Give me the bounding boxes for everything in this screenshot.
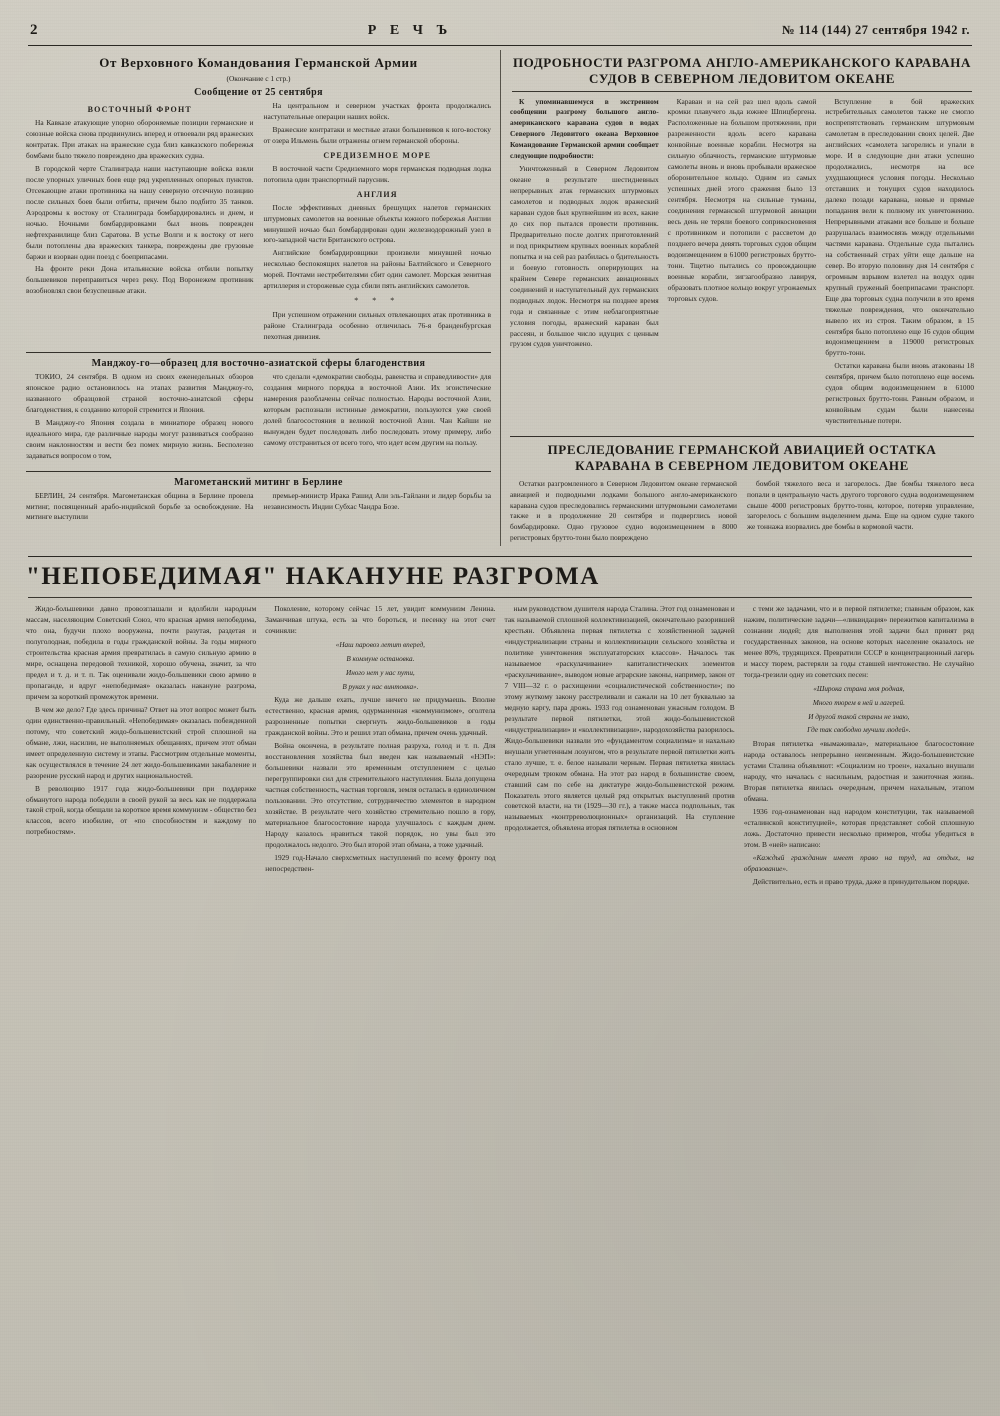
verse-line: В руках у нас винтовка».	[342, 682, 419, 691]
headline-line-1: ПРЕСЛЕДОВАНИЕ ГЕРМАНСКОЙ АВИАЦИЕЙ ОСТАТКА	[547, 442, 937, 458]
paragraph: ным руководством душителя народа Сталина. Этот год ознаменован и так называемой сплошной коллективизацией, окончательно разорившей крестьян. Объявлена первая пятилетка с хозяйственной задачей «индустриализации страны и коллективизации сельского хозяйства и политике уничтожения эксплуататорских классов». Началось так называемое «раскулачивание» капиталистических элементов «раскулачивание», выводом новые аграрские законы, например, закон от 7 VIII—32 г. о расхищении «социалистической собственности»; по этому жуткому закону расстреливали и сажали на 10 лет буквально за медную каргу, пара дрожь. 1933 год ознаменован ужасным голодом. В результате первой пятилетки, этой жидо-большевистской «индустриализации» и «коллективизации», народохозяйства разорилось. Жидо-большевики назвали это «фундаментом социализма» и нахально внушали угнетенным лозунгом, что в результате первой пятилетки жить стало лучше, т. е. белое называли черным. Первая пятилетка явилась очередным трюком обмана. На этот раз народ в большинстве своем, ставший сам по себе на диктатуре жидо-большевистской режим. Показатель этого является целый ряд открытых выступлений против советской власти, на ти (1929—30 гг.), а также масса подпольных, так называемых «контрреволюционных» организаций. На ступление продолжается, объявлена вторая пятилетка в основном	[504, 604, 735, 833]
paragraph: 1929 год-Начало сверхсметных наступлений по всему фронту под непосредствен-	[265, 852, 496, 873]
paragraph: Вступление в бой вражеских истребительных самолетов также не смогло воспрепятствовать германским штурмовым самолетам в преследовании своих целей. Две английских «самолета загорелись и упали в море. И в следующие дни атаки успешно продолжались, несмотря на все ухудшающиеся условия погоды. Несколько отставших и тонущих судов находилось далеко позади каравана, новые и прямые попадания вели к полному их уничтожению. Непрерывными атаками все больше и больше разрушалась взаимосвязь между отдельными частями каравана. Отдельные суда пытались на собственный страх уйти еще дальше на север. Во вторую половину дня 14 сентября с огромным взрывом взлетел на воздух один крупный груженый боеприпасами транспорт. Еще два торговых судна получили в это время тяжелые повреждения, что окончательно вывело их из строя. Таким образом, в 15 сентября было потоплено еще 16 судов общим водоизмещением в 119000 регистровых брутто-тонн.	[825, 96, 975, 358]
article-ok-subhead: Сообщение от 25 сентября	[194, 87, 323, 99]
top-section	[26, 50, 974, 546]
article-pursuit-col1	[510, 479, 737, 547]
article-ok-note: (Окончание с 1 стр.)	[226, 74, 291, 84]
article-convoy-headline	[510, 55, 974, 88]
divider	[510, 436, 974, 437]
paragraph: Куда же дальше ехать, лучше ничего не придумаешь. Вполне естественно, красная армия, одурманенная «коммунизмом», оголтела разрозненные попытки свергнуть жидо-большевиков в годы гражданской войны. Это и решил этап обмана, причем очень удачный.	[265, 695, 496, 738]
article-convoy-col1	[510, 97, 659, 430]
paragraph: Английские бомбардировщики произвели минувшей ночью несколько беспокоящих налетов на районы Балтийского и Северного морей. Почтами нестребителями сбит один самолет. Морская зенитная артиллерия и сторожевые суда сбили пять английских самолетов.	[263, 248, 491, 291]
article-pursuit-headline	[510, 442, 974, 475]
paragraph: Остатки каравана были вновь атакованы 18 сентября, причем было потоплено еще восемь судов общим водоизмещением в 61000 регистровых брутто-тонн. Равным образом, и конвойным судам были нанесены чувствительные потери.	[825, 361, 975, 426]
section-rule	[28, 556, 972, 557]
paragraph: Поколение, которому сейчас 15 лет, увидит коммунизм Ленина. Заманчивая штука, есть за что бороться, и песенку на этот счет сочиняли:	[265, 604, 496, 636]
verse-line: «Широка страна моя родная,	[813, 684, 905, 693]
lead-paragraph: К упоминавшемуся в экстренном сообщении разгрому большого англо-американского каравана судов в водах Северного Ледовитого океана Верховное Командование Германской армии сообщает следующие подробности:	[510, 96, 659, 161]
paragraph: Караван и на сей раз шел вдоль самой кромки плавучего льда южнее Шпицбергена. Расположенные на большом протяжении, при разреженности вдоль всего каравана конвойные военные корабли. Несмотря на сильную облачность, германские штурмовые самолеты вновь и вновь пробывали вражеское оборонительное кольцо. Одним из самых успешных дней этого сражения было 13 сентября. Несмотря на сильные туманы, соединения германской штурмовой авиации весь день не теряли боевого соприкосновения с противником и потопили с рассветом до позднего вечера девять торговых судов общим водоизмещением в 61000 регистровых брутто-тонн. Тщетно пытались со провождающие военные корабли, зигзагообразно лавируя, образовать плотное кольцо вокруг угрожаемых торговых судов.	[667, 96, 817, 303]
paragraph: Война окончена, в результате полная разруха, голод и т. п. Для восстановления хозяйства был введен как называемый «НЭП»: большевики назвали это временным отступлением с целью перегруппировки сил для стремительного наступления. Была допущена частная собственность, частная торговля, земля осталась в единоличном пользовании. Это отсутствие, сотрудничество элементов в народном хозяйстве. В результате чего хозяйство стремительно пошло в гору, материальное благосостояние народа улучшалось с каждым днем. Народу казалось нравиться такой порядок, но увы был это продолжалось недолго. Это был второй этап обмана, а тоже удачный.	[265, 741, 496, 849]
paragraph: 1936 год-ознаменован над народом конституции, так называемой «сталинской конституцией», которая представляет собой сплошную ложь. Достаточно привести несколько примеров, чтобы убедиться в этом. В «ней» написано:	[743, 806, 974, 849]
article-convoy-col2	[668, 97, 817, 430]
divider	[26, 352, 491, 353]
paragraph: бомбой тяжелого веса и загорелось. Две бомбы тяжелого веса попали в центральную часть другого торгового судна водоизмещением свыше 4000 регистровых брутто-тонн, которое, потеряв управление, загорелось с большим выделением дыма. Еще на одном судне такого же тоннажа взорвались две бомбы в кормовой части.	[747, 478, 974, 532]
article-convoy-col3	[825, 97, 974, 430]
paragraph: В городской черте Сталинграда наши наступающие войска взяли после упорных уличных боев еще ряд укрепленных опорных пунктов. Отсекающие атаки противника на нашу северную отсечную позицию после сильных боев были отбиты, причем было подбито 35 танков. Аэродромы к востоку от Сталинграда бомбардировались и днем, и ночью. Ночными бомбардировками был вновь поврежден нефтехранилище близ Саратова. В устье Волги и к востоку от него были потоплены два вражеских танкера, повреждены две грузовые баржи и взорван один поезд с боеприпасами.	[26, 163, 254, 261]
paragraph: В восточной части Средиземного моря германская подводная лодка потопила один транспортный парусник.	[263, 163, 491, 184]
star-divider: * * *	[354, 296, 401, 306]
paragraph: В революцию 1917 года жидо-большевики при поддержке обманутого народа победили в своей рукой за весь как не поддержала такой строй, когда обещали за короткое время коммунизм - общество без классов, всего изобилие, от «по способностям и каждому по потребностям».	[26, 783, 257, 837]
paragraph: ТОКИО, 24 сентября. В одном из своих еженедельных обзоров японское радио остановилось на этапах развития Манджоу-го, названного образцовой страной восточно-азиатской сферы благоденствия, к созданию которой стремится и Япония.	[26, 371, 254, 414]
paragraph: БЕРЛИН, 24 сентября. Магометанская община в Берлине провела митинг, посвященный арабо-индийской борьбе за освобождение. На митинге выступили	[26, 490, 254, 522]
paragraph: Вторая пятилетка «вымаживала», материальное благосостояние народа оставалось непрерывно неизменным. Жидо-большевистские устами Сталина объявляют: «Социализм но троен», нахально внушали народу, что началась с насильным, радостная и зажиточная жизнь. Вторая пятилетка явилась очередным, причем нахальным, этапом обмана.	[743, 739, 974, 803]
headline-line-2: КАРАВАНА В СЕВЕРНОМ ЛЕДОВИТОМ ОКЕАНЕ	[575, 458, 909, 474]
section-title-mediterranean: СРЕДИЗЕМНОЕ МОРЕ	[323, 151, 432, 161]
section-title-east-front: ВОСТОЧНЫЙ ФРОНТ	[87, 105, 192, 115]
paragraph: На Кавказе атакующие упорно обороняемые позиции германские и союзные войска снова продвинулись вперед и отвоевали ряд вражеских контратак. При атаках на вражеские суда близ кавказского побережья бомбами было тяжело повреждено два вражеских судна.	[26, 118, 254, 160]
right-column-group	[500, 50, 974, 546]
verse-line: Иного нет у нас пути,	[346, 668, 415, 677]
verse-line: Много тюрем в ней и лагерей.	[812, 698, 905, 707]
article-ok-col2	[264, 101, 492, 345]
page-number: 2	[30, 22, 38, 38]
paragraph: Действительно, есть и право труда, даже в принудительном порядке.	[752, 876, 970, 886]
paragraph: Уничтоженный в Северном Ледовитом океане в результате шестидневных непрерывных атак германских штурмовых самолетов и подводных лодок вражеский караван судов был крупнейшим из всех, какие до сих пор пытался провести противник. Предварительно после долгих приготовлений и под прикрытием крупных военных кораблей попытка и на сей раз разбилась о бдительность и боевую готовность оперирующих на крайнем Севере германских авиационных соединений и наступательный дух германских подводных лодок. Несмотря на позднее время года и связанные с этим неблагоприятные условия погоды, вражеский караван был рассеян, и большое число идущих с ценным грузом судов уничтожено.	[510, 164, 659, 349]
article-manchuria-col1	[26, 372, 254, 464]
paragraph: Жидо-большевики давно провозглашали и вдолбили народным массам, населяющим Советский Союз, что красная армия непобедима, что она, будучи плохо вооружена, почти разутая, раздетая и полуголодная, победила в годы гражданской войны. За годы мирного строительства красная армия превратилась в самую сильную армию в мире, оснащена передовой техникой, хорошо обучена, значит, за что предел и т. д. и т. п. Так оценивали жидо-большевики свою армию в пропаганде, и вдруг «непобедимая» оказалась накануне разгрома, причем за короткий промежуток времени.	[26, 604, 257, 701]
article-meeting-col1	[26, 491, 254, 526]
masthead	[26, 22, 974, 45]
article-manchuria-col2	[264, 372, 492, 464]
quote-paragraph: «Каждый гражданин имеет право на труд, на отдых, на образование».	[743, 852, 974, 873]
article-ok-col1	[26, 101, 254, 345]
newspaper-title: Р Е Ч Ъ	[367, 23, 453, 38]
article-meeting-col2	[264, 491, 492, 526]
verse-line: И другой такой страны не знаю,	[808, 712, 910, 721]
paragraph: что сделали «демократии свободы, равенства и справедливости» для создания мирного порядка в восточной Азии. Их эгоистические намерения разоблачены сейчас полностью. Народы восточной Азии, которым распознали истинные демократии, пользуются уже своей долей благосостояния в великой восточной Азии. Чан Кайши не вынужден будет последовать либо последовать этому примеру, либо самому отстраниться от всего того, что идет всем другим на пользу.	[263, 371, 491, 447]
bottom-section	[26, 563, 974, 889]
paragraph: При успешном отражении сильных отвлекающих атак противника в районе Сталинграда особенно отличилась 76-я бранденбургская пехотная дивизия.	[263, 310, 491, 341]
paragraph: В Манджоу-го Япония создала в миниатюре образец нового идеального мира, где различные народы могут развиваться сообразно своим наклонностям и вести без помех мирную жизнь. Бесполезно задаваться вопросом о том,	[26, 417, 254, 460]
paragraph: В чем же дело? Где здесь причина? Ответ на этот вопрос может быть один единственно-правильный. «Непобедимая» оказалась побежденной потому, что советский жидо-большевистский строй сплошной на обмане, лжи, насилии, не выполняемых обещаниях, причем этот обман имеет определенную систему и этапы. Рассмотрим отдельные моменты, как осуществлялся в течение 24 лет жидо-большевиками закабаление и разорение русский народ и других национальностей.	[26, 704, 257, 780]
section-title-england: АНГЛИЯ	[356, 189, 398, 199]
article-main-col1	[26, 604, 256, 889]
paragraph: с теми же задачами, что и в первой пятилетке; главным образом, как нажим, политические задачи—«ликвидация» пережитков капитализма в сознании людей; для выполнения этой задачи был принят ряд государственных законов, на основе которых население оказалось не менее 80%, трудящихся. Превратили СССР в концентрационный лагерь и массу тюрем, растеряли за годы ставшей ничтожество. Не случайно тогда-грезили одну из советских песен:	[743, 604, 974, 680]
article-pursuit-col2	[747, 479, 974, 547]
left-column-group	[26, 50, 500, 546]
divider	[28, 597, 972, 598]
divider	[26, 471, 491, 472]
masthead-rule	[28, 45, 972, 46]
paragraph: Остатки разгромленного в Северном Ледовитом океане германской авиацией и подводными лодками большого англо-американского каравана судов преследовались германскими штурмовыми самолетами также и в продолжение 20 сентября и подверглись новой бомбардировке. Одно грузовое судно водоизмещением в 8000 регистровых брутто-тонн было повреждено	[510, 478, 737, 543]
article-main-headline: "НЕПОБЕДИМАЯ" НАКАНУНЕ РАЗГРОМА	[26, 563, 600, 591]
paragraph: премьер-министр Ирака Рашид Али эль-Гайлани и лидер борьбы за независимость Индии Субхас Чандра Бозе.	[263, 490, 491, 511]
article-manchuria-headline: Манджоу-го—образец для восточно-азиатской сферы благоденствия	[91, 357, 426, 369]
headline-line-2: СУДОВ В СЕВЕРНОМ ЛЕДОВИТОМ ОКЕАНЕ	[589, 71, 895, 87]
paragraph: После эффективных дневных брешущих налетов германских штурмовых самолетов на военные объекты южного побережья Англии минувшей ночью был бомбардирован один железнодорожный узел в юго-западной части Британского острова.	[263, 202, 491, 245]
article-ok-headline: От Верховного Командования Германской Армии	[99, 55, 418, 70]
article-main-col3	[505, 604, 735, 889]
divider	[512, 91, 972, 92]
paragraph: На фронте реки Дона итальянские войска отбили попытку большевиков переправиться через реку. Под Воронежем противник возобновлял свои безуспешные атаки.	[26, 264, 254, 296]
verse-line: Где так свободно мучили людей».	[807, 726, 911, 735]
article-meeting-headline: Магометанский митинг в Берлине	[174, 476, 343, 488]
headline-line-1: ПОДРОБНОСТИ РАЗГРОМА АНГЛО-АМЕРИКАНСКОГО КАРАВАНА	[512, 55, 972, 70]
paragraph: Вражеские контратаки и местные атаки большевиков к юго-востоку от озера Ильмень были отражены огнем германской обороны.	[263, 125, 491, 146]
article-main-col2	[265, 604, 495, 889]
issue-line: № 114 (144) 27 сентября 1942 г.	[781, 23, 970, 37]
article-main-col4	[744, 604, 974, 889]
paragraph: На центральном и северном участках фронта продолжались наступательные операции наших войск.	[263, 101, 491, 122]
verse-line: «Наш паровоз летит вперед,	[335, 641, 425, 650]
verse-line: В коммуне остановка.	[346, 654, 415, 663]
